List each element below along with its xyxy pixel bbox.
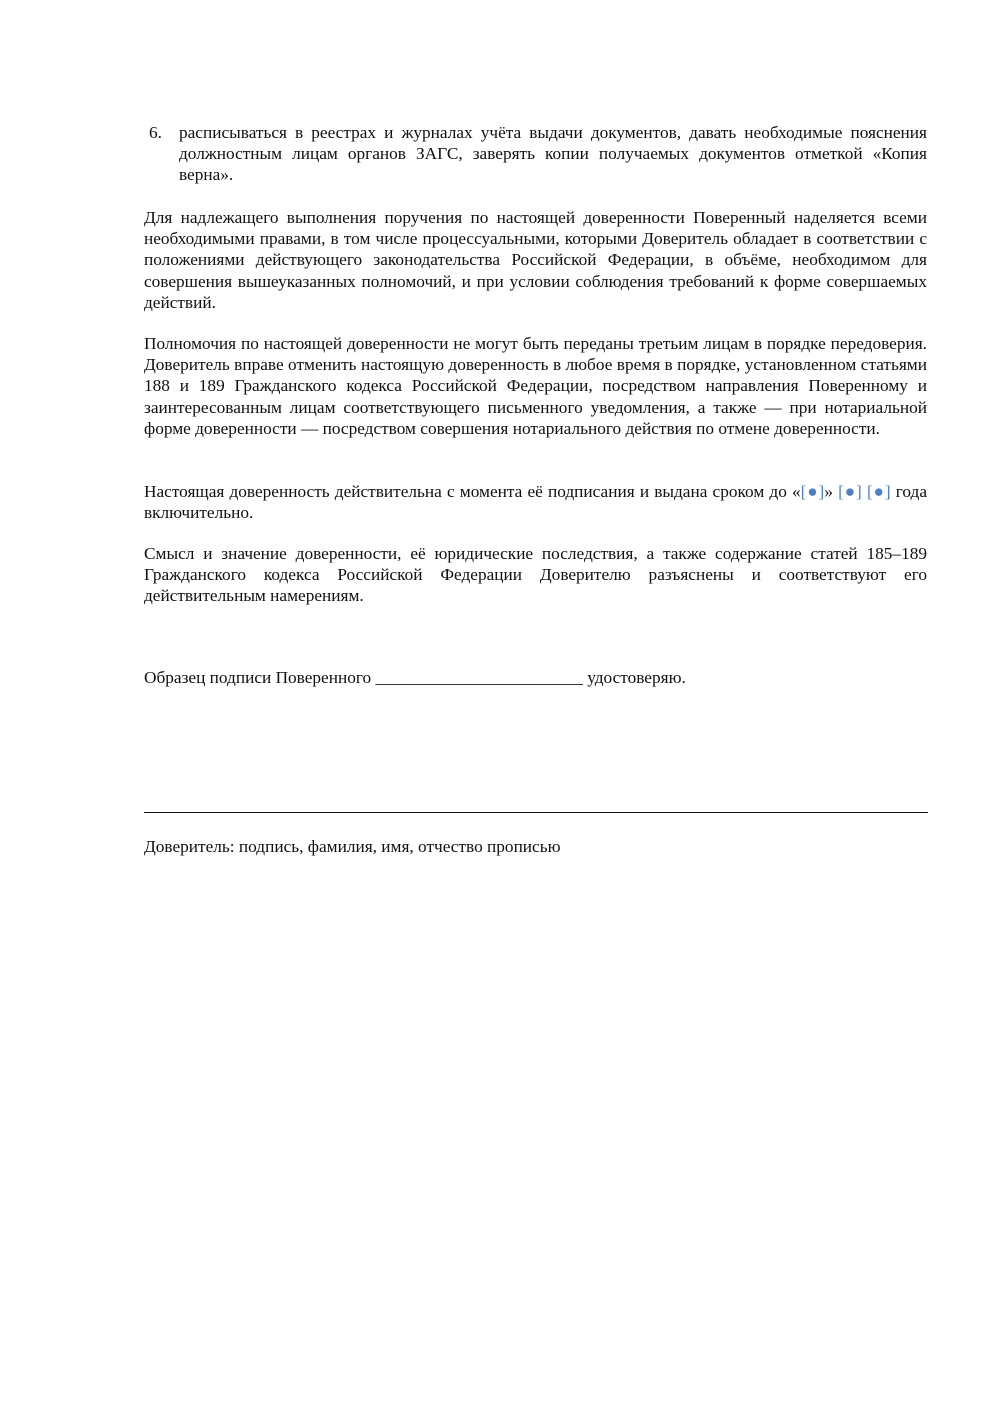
- signature-sample-suffix: удостоверяю.: [587, 668, 686, 687]
- signature-sample-blank: ________________________: [375, 668, 583, 687]
- placeholder-day: [●]: [800, 482, 825, 501]
- principal-signature-line: [144, 812, 928, 813]
- paragraph-meaning: Смысл и значение доверенности, её юридические последствия, а также содержание статей 185–189 Гражданского кодекса Российской Федерации Доверителю разъяснены и соответствуют его действительным намерениям.: [144, 544, 927, 606]
- list-number: 6.: [149, 123, 162, 142]
- list-item-6: [144, 122, 927, 186]
- paragraph-rights: Для надлежащего выполнения поручения по настоящей доверенности Поверенный наделяется всеми необходимыми правами, в том числе процессуальными, которыми Доверитель обладает в соответствии с положениями действующего законодательства Российской Федерации, в объёме, необходимом для совершения вышеуказанных полномочий, и при условии соблюдения требований к форме совершаемых действий.: [144, 208, 927, 312]
- validity-text-start: Настоящая доверенность действительна с момента её подписания и выдана сроком до «: [144, 482, 801, 501]
- paragraph-validity: [144, 481, 927, 523]
- paragraph-revocation: Полномочия по настоящей доверенности не могут быть переданы третьим лицам в порядке передоверия. Доверитель вправе отменить настоящую доверенность в любое время в порядке, установленном статьями 188 и 189 Гражданского кодекса Российской Федерации, посредством направления Поверенному и заинтересованным лицам соответствующего письменного уведомления, а также — при нотариальной форме доверенности — посредством совершения нотариального действия по отмене доверенности.: [144, 334, 927, 438]
- signature-sample-label: Образец подписи Поверенного: [144, 668, 372, 687]
- principal-signature-caption: Доверитель: подпись, фамилия, имя, отчество прописью: [144, 837, 561, 856]
- placeholder-year: [●]: [866, 482, 891, 501]
- placeholder-month: [●]: [838, 482, 862, 501]
- validity-text-mid: »: [824, 482, 839, 501]
- list-item-text: расписываться в реестрах и журналах учёта выдачи документов, давать необходимые пояснения должностным лицам органов ЗАГС, заверять копии получаемых документов отметкой «Копия верна».: [179, 123, 927, 185]
- validity-text-end: года включительно.: [144, 482, 928, 523]
- signature-sample-line: [144, 667, 686, 688]
